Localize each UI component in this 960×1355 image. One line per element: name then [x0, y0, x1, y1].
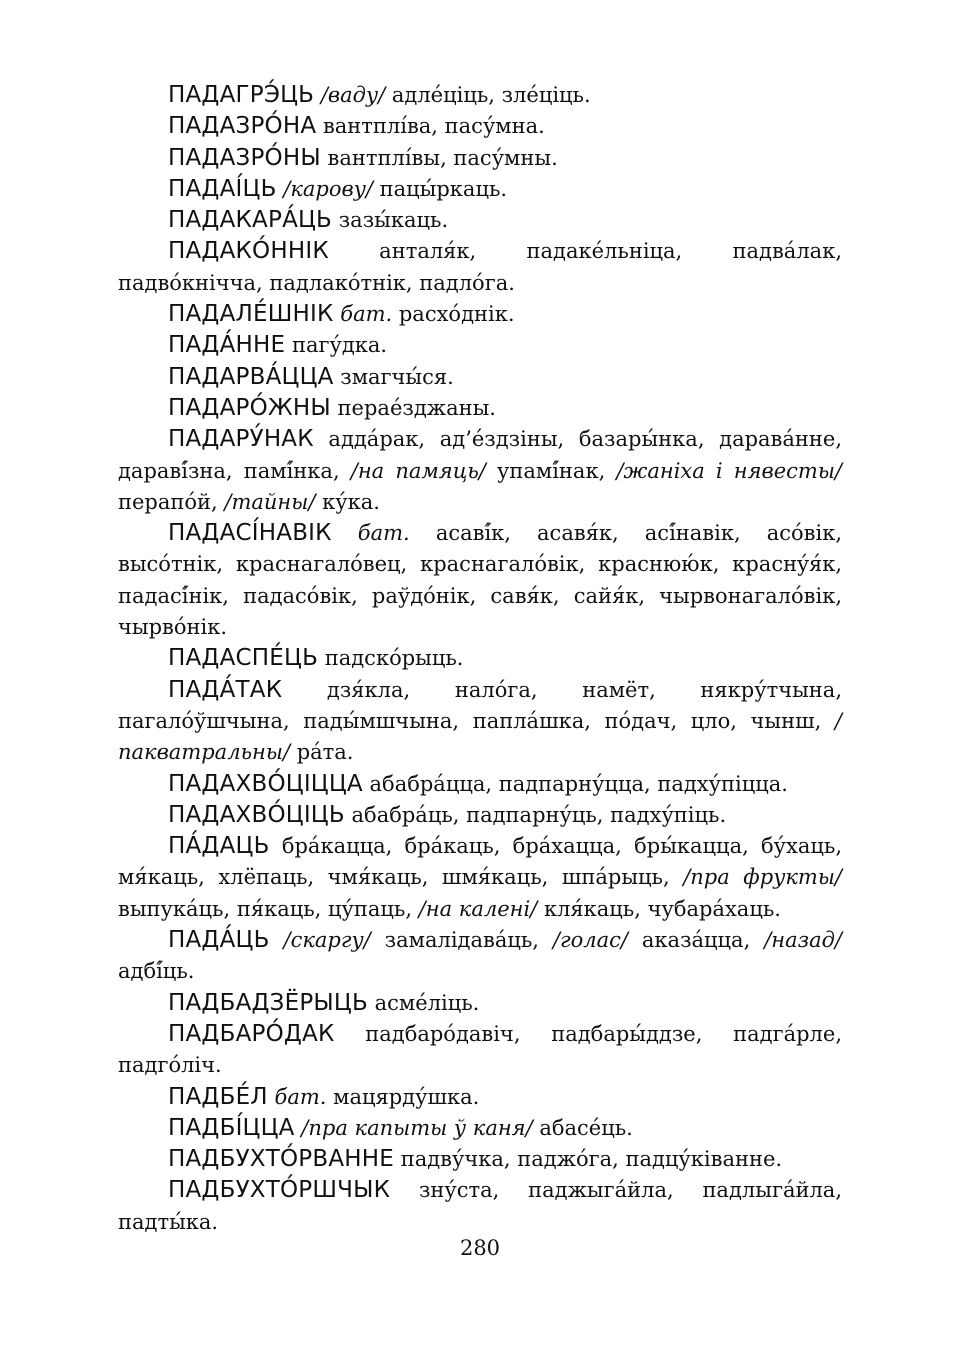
headword: ПАДБУХТО́РВАННЕ	[168, 1146, 395, 1173]
headword: ПАДАКАРА́ЦЬ	[168, 207, 333, 234]
dictionary-entry	[118, 800, 842, 831]
synonym-list	[332, 521, 358, 545]
page-number: 280	[459, 1236, 501, 1260]
usage-note: /на памяць/	[350, 458, 486, 483]
dictionary-entry	[118, 174, 842, 205]
dictionary-entry	[118, 675, 842, 769]
headword: ПАДАГРЭ́ЦЬ	[168, 82, 315, 108]
synonym-list: вантплі́ва, пасу́мна.	[316, 114, 545, 139]
dictionary-entry	[118, 362, 842, 393]
dictionary-entry	[118, 518, 842, 643]
headword: ПАДА́ЦЬ	[168, 927, 270, 954]
dictionary-entry	[118, 1113, 842, 1144]
usage-note: /жаніха і нявесты/	[616, 458, 843, 483]
usage-note: /пра капыты ў каня/	[301, 1115, 533, 1140]
synonym-list: асме́ліць.	[367, 990, 480, 1015]
headword: ПАДАЗРО́НЫ	[168, 144, 321, 171]
dictionary-entry	[118, 1082, 842, 1113]
headword: ПАДАЛЕ́ШНІК	[168, 301, 334, 328]
usage-note: /пакватральны/	[118, 708, 842, 765]
headword: ПАДА́ТАК	[168, 676, 283, 703]
headword: ПАДА́ННЕ	[168, 332, 286, 359]
dictionary-entry	[118, 299, 842, 330]
synonym-list: кля́каць, чубара́хаць.	[537, 896, 781, 921]
dictionary-page	[118, 80, 842, 1238]
dictionary-entry	[118, 1019, 842, 1082]
headword: ПАДБУХТО́РШЧЫК	[168, 1177, 391, 1204]
headword: ПАДАРУ́НАК	[168, 426, 314, 453]
synonym-list: абасе́ць.	[532, 1115, 633, 1140]
synonym-list: абабра́ць, падпарну́ць, падху́піць.	[344, 802, 727, 827]
usage-note: /голас/	[552, 928, 628, 953]
usage-note: бат.	[274, 1084, 327, 1109]
usage-note: /ваду/	[320, 83, 386, 107]
synonym-list: асавí́к, асавя́к, асí́навік, асо́вік, высо́тнік, краснагало́вец, краснагало́вік, краснюю́к, краснýя́к, падасí́нік, падасо́вік, раўдо́нік, савя́к, сайя́к, чырвонагало́вік, чырво́нік.	[118, 521, 842, 640]
synonym-list: пацы́ркаць.	[372, 176, 508, 201]
synonym-list: выпука́ць, пя́каць, цу́паць,	[118, 896, 419, 921]
synonym-list: перапо́й,	[118, 489, 225, 514]
dictionary-entry	[118, 643, 842, 674]
usage-note: /пра фрукты/	[683, 865, 843, 890]
usage-note: /тайны/	[224, 489, 316, 514]
dictionary-entry	[118, 1175, 842, 1238]
headword: ПАДАХВО́ЦІЦЦА	[168, 770, 363, 797]
synonym-list: дзя́кла, нало́га, намёт, някру́тчына, пагало́ўшчына, пады́мшчына, папла́шка, по́дач, цло, чынш,	[118, 677, 842, 733]
headword: ПАДАІ́ЦЬ	[168, 175, 277, 202]
dictionary-entry	[118, 424, 842, 518]
headword: ПАДБАДЗЁРЫЦЬ	[168, 989, 368, 1016]
dictionary-entry	[118, 143, 842, 174]
dictionary-entry	[118, 831, 842, 925]
headword: ПАДАЗРО́НА	[168, 113, 317, 140]
dictionary-entry	[118, 769, 842, 800]
headword: ПАДАКО́ННІК	[168, 238, 329, 265]
dictionary-entry	[118, 1144, 842, 1175]
dictionary-entry	[118, 925, 842, 988]
usage-note: /карову/	[283, 176, 373, 201]
synonym-list: зну́ста, паджыга́йла, падлыга́йла, падты́ка.	[118, 1178, 842, 1234]
dictionary-entry	[118, 988, 842, 1019]
synonym-list: замалідава́ць,	[370, 928, 553, 953]
synonym-list	[314, 83, 321, 107]
synonym-list: падско́рыць.	[318, 646, 464, 671]
synonym-list: бра́кацца, бра́каць, бра́хацца, бры́кацца, бу́хаць, мя́каць, хлёпаць, чмя́каць, шмя́каць, шпа́рыць,	[118, 834, 842, 890]
synonym-list: анталя́к, падаке́льніца, падва́лак, падво́кнічча, падлако́тнік, падло́га.	[118, 239, 842, 295]
synonym-list: аказа́цца,	[627, 928, 765, 953]
synonym-list: адле́ціць, зле́ціць.	[385, 83, 591, 107]
usage-note: /на калені/	[418, 896, 538, 921]
headword: ПАДАСПЕ́ЦЬ	[168, 645, 319, 672]
synonym-list: мацярду́шка.	[326, 1084, 480, 1109]
synonym-list: расхо́днік.	[392, 302, 515, 327]
synonym-list: адда́рак, ад’е́здзіны, базары́нка, дарава́нне, даравí́зна, памí́нка,	[118, 427, 842, 483]
synonym-list: абабра́цца, падпарну́цца, падху́піцца.	[362, 771, 788, 796]
synonym-list: ку́ка.	[315, 489, 380, 514]
headword: ПА́ДАЦЬ	[168, 833, 270, 860]
dictionary-entry	[118, 80, 842, 111]
headword: ПАДБАРО́ДАК	[168, 1020, 335, 1047]
synonym-list: перае́зджаны.	[330, 395, 496, 420]
synonym-list: пагу́дка.	[285, 333, 388, 358]
synonym-list: адбí́ць.	[118, 959, 195, 984]
synonym-list: падву́чка, паджо́га, падцу́ківанне.	[394, 1147, 783, 1172]
headword: ПАДАРВА́ЦЦА	[168, 363, 334, 390]
synonym-list: ра́та.	[290, 740, 354, 765]
synonym-list	[268, 1085, 275, 1109]
headword: ПАДБІ́ЦЦА	[168, 1114, 295, 1141]
dictionary-entry	[118, 330, 842, 361]
dictionary-entry	[118, 111, 842, 142]
usage-note: бат.	[340, 302, 393, 327]
dictionary-entry	[118, 205, 842, 236]
dictionary-entry	[118, 393, 842, 424]
synonym-list: зазы́каць.	[332, 208, 449, 233]
usage-note: /назад/	[764, 928, 842, 953]
headword: ПАДАСІ́НАВІК	[168, 520, 332, 547]
synonym-list	[270, 928, 284, 952]
headword: ПАДАХВО́ЦІЦЬ	[168, 801, 345, 828]
synonym-list: падбаро́давіч, падбары́ддзе, падга́рле, падго́ліч.	[118, 1021, 842, 1078]
headword: ПАДБЕ́Л	[168, 1083, 268, 1110]
synonym-list: упамí́нак,	[485, 458, 617, 483]
usage-note: бат.	[357, 521, 410, 546]
headword: ПАДАРО́ЖНЫ	[168, 394, 331, 421]
usage-note: /скаргу/	[283, 928, 371, 953]
synonym-list: змагчы́ся.	[333, 364, 454, 389]
synonym-list: вантплі́вы, пасу́мны.	[320, 145, 558, 170]
dictionary-entry	[118, 236, 842, 299]
